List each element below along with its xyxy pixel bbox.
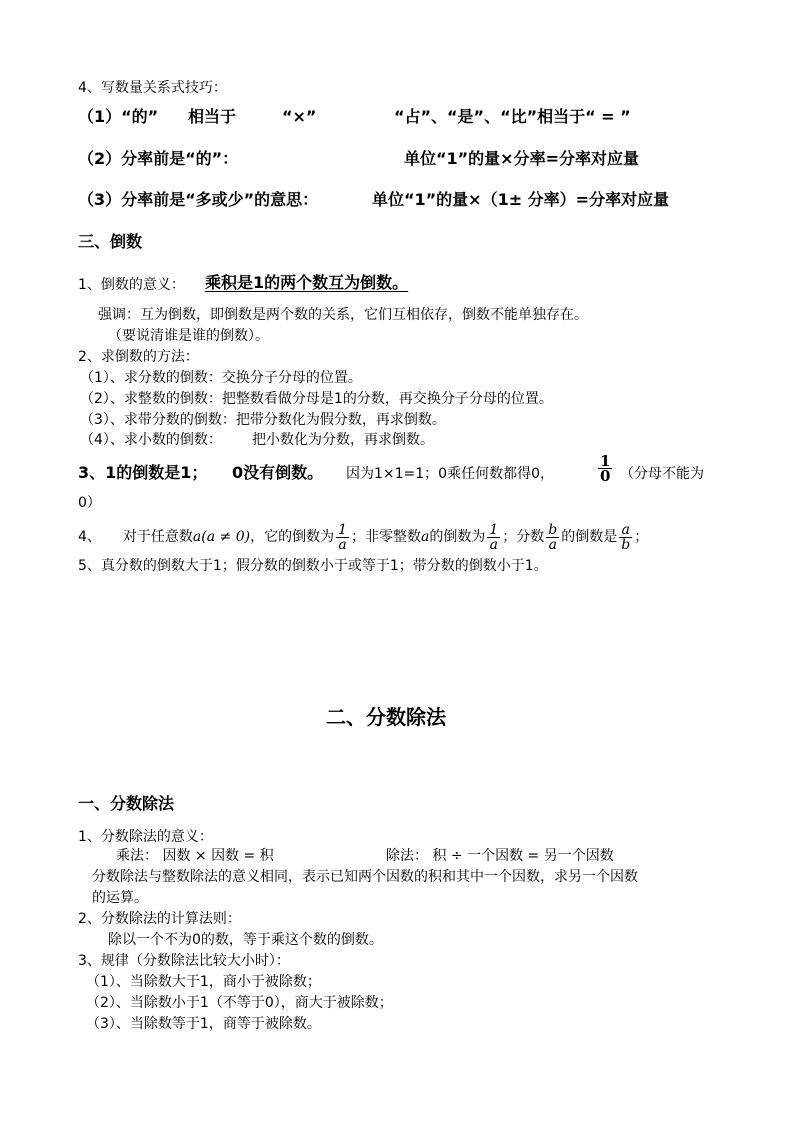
math-a-nonzero: a(a ≠ 0) [192, 529, 251, 545]
rule-1-equals: “占”、“是”、“比”相当于“ = ” [394, 107, 631, 126]
frac3-num: b [548, 521, 558, 538]
division-meaning-heading: 1、分数除法的意义： [78, 829, 213, 845]
division-heading: 一、分数除法 [78, 794, 175, 813]
division-formula: 除法： 积 ÷ 一个因数 = 另一个因数 [386, 848, 614, 864]
zero-no-reciprocal: 0没有倒数。 [232, 463, 324, 482]
rule-1-de: （1）“的” [78, 107, 159, 126]
pattern-1: （1）、当除数大于1，商小于被除数； [86, 974, 321, 990]
fraction-1-over-0 [596, 454, 614, 483]
rule-2-formula: 单位“1”的量×分率=分率对应量 [404, 149, 639, 168]
semicolon: ； [634, 529, 649, 545]
zero-reason: 因为1×1=1；0乘任何数都得0， [346, 466, 554, 482]
reciprocal-heading: 三、倒数 [78, 232, 143, 251]
division-explanation-2: 的运算。 [92, 890, 148, 906]
multiplication-formula: 乘法： 因数 × 因数 = 积 [116, 848, 274, 864]
pattern-3: （3）、当除数等于1，商等于被除数。 [86, 1016, 321, 1032]
method-fraction: （1）、求分数的倒数：交换分子分母的位置。 [80, 370, 362, 386]
zero-reason-tail: （分母不能为 [620, 466, 704, 482]
one-reciprocal: 3、1的倒数是1； [78, 463, 208, 482]
reciprocal-def-label: 1、倒数的意义： [78, 277, 185, 293]
pattern-2: （2）、当除数小于1（不等于0），商大于被除数； [86, 995, 393, 1011]
reciprocal-is-text: ，它的倒数为 [250, 529, 335, 545]
method-heading: 2、求倒数的方法： [78, 349, 199, 365]
frac2-num: 1 [489, 521, 499, 538]
frac4-num: a [621, 521, 630, 538]
section-4-heading: 4、写数量关系式技巧： [78, 80, 227, 96]
reciprocal-is-text-2: 的倒数为 [429, 529, 486, 545]
general-rule-line [78, 519, 648, 555]
reciprocal-definition: 乘积是1的两个数互为倒数。 [205, 273, 409, 292]
fraction-denominator: 0 [600, 467, 611, 485]
rule-1-equiv: 相当于 [188, 107, 237, 126]
chapter-title: 二、分数除法 [326, 705, 446, 729]
division-rule: 除以一个不为0的数，等于乘这个数的倒数。 [108, 932, 383, 948]
division-rule-heading: 2、分数除法的计算法则： [78, 911, 241, 927]
fraction-numerator: 1 [600, 452, 611, 470]
frac2-den: a [487, 537, 500, 552]
math-a: a [421, 529, 430, 545]
pattern-heading: 3、规律（分数除法比较大小时）： [78, 953, 290, 969]
method-integer: （2）、求整数的倒数：把整数看做分母是1的分数，再交换分子分母的位置。 [80, 391, 553, 407]
frac1-num: 1 [338, 521, 347, 538]
method-mixed: （3）、求带分数的倒数：把带分数化为假分数，再求倒数。 [80, 412, 446, 428]
rule-3-formula: 单位“1”的量×（1± 分率）=分率对应量 [372, 190, 670, 209]
rule-1-times: “×” [282, 107, 317, 126]
emphasis-note: 强调：互为倒数，即倒数是两个数的关系，它们互相依存，倒数不能单独存在。 [98, 307, 588, 323]
rule-3-label: （3）分率前是“多或少”的意思： [78, 190, 319, 209]
zero-reason-end: 0） [78, 495, 101, 511]
reciprocal-comparison: 5、真分数的倒数大于1；假分数的倒数小于或等于1；带分数的倒数小于1。 [78, 558, 548, 574]
item-4-label: 4、 [78, 529, 101, 545]
reciprocal-is-text-3: 的倒数是 [561, 529, 618, 545]
rule-2-label: （2）分率前是“的”： [78, 149, 239, 168]
any-number-text: 对于任意数 [122, 529, 193, 545]
division-explanation: 分数除法与整数除法的意义相同，表示已知两个因数的积和其中一个因数，求另一个因数 [92, 869, 638, 885]
frac4-den: b [621, 536, 631, 553]
method-decimal: （4）、求小数的倒数： [80, 432, 222, 448]
nonzero-int-text: ；非零整数 [351, 529, 421, 545]
frac3-den: a [546, 537, 559, 552]
fraction-text: ；分数 [502, 529, 545, 545]
frac1-den: a [336, 537, 349, 552]
method-decimal-text: 把小数化为分数，再求倒数。 [252, 432, 434, 448]
emphasis-note-2: （要说清谁是谁的倒数）。 [108, 328, 269, 344]
